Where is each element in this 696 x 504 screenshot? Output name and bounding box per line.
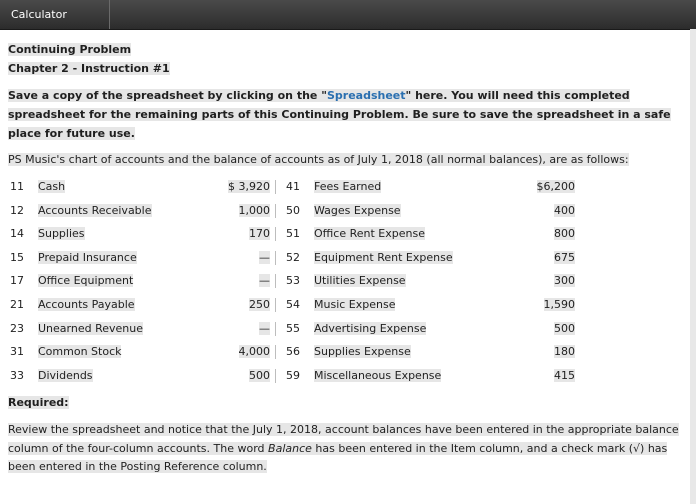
account-balance: 675 bbox=[554, 250, 575, 264]
problem-title: Continuing Problem bbox=[8, 43, 132, 56]
account-number: 54 bbox=[286, 298, 300, 311]
account-balance: 1,590 bbox=[543, 298, 575, 311]
account-number: 11 bbox=[10, 180, 24, 193]
account-name: Supplies Expense bbox=[314, 345, 411, 359]
column-divider bbox=[275, 369, 276, 383]
account-balance: — bbox=[259, 250, 270, 264]
account-name: Utilities Expense bbox=[314, 274, 406, 288]
account-number: 52 bbox=[286, 250, 300, 264]
account-name: Advertising Expense bbox=[314, 321, 427, 335]
account-balance: 1,000 bbox=[238, 203, 270, 217]
account-balance: $ 3,920 bbox=[228, 180, 270, 193]
column-divider bbox=[275, 345, 276, 359]
top-toolbar bbox=[0, 0, 696, 30]
account-balance: 180 bbox=[554, 345, 575, 359]
account-balance: 415 bbox=[554, 368, 575, 382]
account-name: Office Rent Expense bbox=[314, 227, 425, 241]
account-number: 33 bbox=[10, 368, 24, 382]
column-divider bbox=[275, 227, 276, 241]
account-number: 15 bbox=[10, 250, 24, 264]
account-number: 17 bbox=[10, 274, 24, 288]
account-balance: 300 bbox=[554, 274, 575, 288]
account-name: Unearned Revenue bbox=[38, 321, 143, 335]
account-number: 50 bbox=[286, 203, 300, 217]
account-name: Office Equipment bbox=[38, 274, 134, 288]
account-balance: 400 bbox=[554, 203, 575, 217]
account-balance: 500 bbox=[249, 368, 270, 382]
account-name: Accounts Payable bbox=[38, 298, 135, 311]
account-balance: — bbox=[259, 321, 270, 335]
column-divider bbox=[275, 251, 276, 265]
account-name: Miscellaneous Expense bbox=[314, 368, 442, 382]
calculator-tab[interactable]: Calculator bbox=[0, 0, 110, 29]
account-name: Wages Expense bbox=[314, 203, 401, 217]
account-name: Common Stock bbox=[38, 345, 122, 359]
account-name: Music Expense bbox=[314, 298, 396, 311]
chapter-instruction: Chapter 2 - Instruction #1 bbox=[8, 62, 170, 75]
account-name: Cash bbox=[38, 180, 66, 193]
account-number: 21 bbox=[10, 298, 24, 311]
account-name: Supplies bbox=[38, 227, 85, 241]
account-number: 14 bbox=[10, 227, 24, 241]
required-text: Review the spreadsheet and notice that the July 1, 2018, account balances have been entered in the appropriate balance column of the four-column accounts. The word Balance has been entered in the Item column, and a check mark (√) has been entered in the Posting Reference column. bbox=[8, 423, 679, 473]
account-name: Equipment Rent Expense bbox=[314, 250, 453, 264]
account-name: Prepaid Insurance bbox=[38, 250, 137, 264]
account-name: Accounts Receivable bbox=[38, 203, 152, 217]
column-divider bbox=[275, 274, 276, 288]
chart-intro-text: PS Music's chart of accounts and the balance of accounts as of July 1, 2018 (all normal balances), are as follows: bbox=[8, 153, 629, 166]
account-number: 41 bbox=[286, 180, 300, 193]
column-divider bbox=[275, 180, 276, 194]
account-balance: 4,000 bbox=[238, 345, 270, 359]
account-number: 23 bbox=[10, 321, 24, 335]
account-number: 12 bbox=[10, 203, 24, 217]
required-heading: Required: bbox=[8, 396, 69, 409]
account-balance: $6,200 bbox=[536, 180, 575, 193]
account-name: Fees Earned bbox=[314, 180, 382, 193]
account-balance: 500 bbox=[554, 321, 575, 335]
scrollbar-track[interactable] bbox=[690, 29, 696, 504]
account-balance: 800 bbox=[554, 227, 575, 241]
account-number: 59 bbox=[286, 368, 300, 382]
account-number: 31 bbox=[10, 345, 24, 359]
account-balance: — bbox=[259, 274, 270, 288]
instruction-paragraph: Save a copy of the spreadsheet by clicking on the "Spreadsheet" here. You will need this completed spreadsheet for the remaining parts of this Continuing Problem. Be sure to save the spreadsheet in a safe place for future use. bbox=[8, 89, 671, 140]
column-divider bbox=[275, 298, 276, 312]
account-number: 51 bbox=[286, 227, 300, 241]
account-name: Dividends bbox=[38, 368, 93, 382]
account-balance: 170 bbox=[249, 227, 270, 241]
account-number: 55 bbox=[286, 321, 300, 335]
column-divider bbox=[275, 322, 276, 336]
column-divider bbox=[275, 204, 276, 218]
account-number: 53 bbox=[286, 274, 300, 288]
spreadsheet-link[interactable]: Spreadsheet bbox=[326, 89, 406, 102]
account-balance: 250 bbox=[249, 298, 270, 311]
account-number: 56 bbox=[286, 345, 300, 359]
